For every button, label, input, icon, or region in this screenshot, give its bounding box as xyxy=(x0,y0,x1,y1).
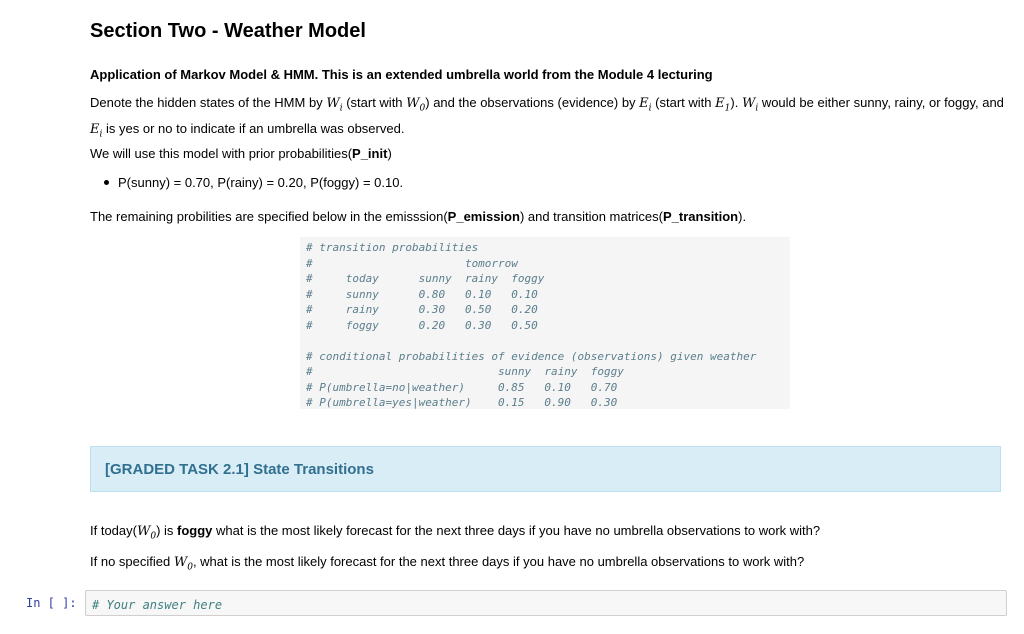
prior-bullet: P(sunny) = 0.70, P(rainy) = 0.20, P(foggy) = 0.10. xyxy=(104,175,403,190)
code-line: # conditional probabilities of evidence (observations) given weather xyxy=(306,349,757,363)
code-line: # P(umbrella=yes|weather) 0.15 0.90 0.30 xyxy=(306,396,618,409)
code-line: # P(umbrella=no|weather) 0.85 0.10 0.70 xyxy=(306,380,618,394)
question-unspecified: If no specified $W_0$, what is the most likely forecast for the next three days if you have no umbrella observations to work with? xyxy=(90,554,805,573)
code-line: # foggy 0.20 0.30 0.50 xyxy=(306,318,538,332)
subtitle: Application of Markov Model & HMM. This is an extended umbrella world from the Module 4 lecturing xyxy=(90,67,713,82)
code-input-cell[interactable] xyxy=(85,590,1007,616)
intro-paragraph: Denote the hidden states of the HMM by $W_i$ (start with $W_0$) and the observations (evidence) by $E_i$ (start with $E_1$). $W_i$ would be either sunny, rainy, or foggy, and $E_i$ is yes or no to indicate if an umbrella was observed. xyxy=(90,95,1004,140)
remaining-paragraph: The remaining probilities are specified below in the emisssion(P_emission) and transition matrices(P_transition). xyxy=(90,209,747,224)
page-title: Section Two - Weather Model xyxy=(90,20,366,42)
code-line xyxy=(306,333,784,349)
cell-prompt: In [ ]: xyxy=(26,596,77,610)
code-line: # sunny rainy foggy xyxy=(306,365,624,378)
code-input-text[interactable]: # Your answer here xyxy=(92,598,223,612)
question-foggy: If $today(W_0)$ is foggy what is the most likely forecast for the next three days if you have no umbrella observations to work with? xyxy=(90,523,821,542)
graded-task-title: [GRADED TASK 2.1] State Transitions xyxy=(105,461,374,478)
bullet-dot xyxy=(104,180,109,185)
code-line: # transition probabilities xyxy=(306,241,479,254)
code-line: # tomorrow xyxy=(306,256,518,270)
probability-code-block xyxy=(300,237,790,409)
code-line: # rainy 0.30 0.50 0.20 xyxy=(306,303,538,316)
code-line: # sunny 0.80 0.10 0.10 xyxy=(306,287,538,301)
prior-paragraph: We will use this model with prior probabilities(P_init) xyxy=(90,146,392,161)
code-line: # today sunny rainy foggy xyxy=(306,272,545,285)
graded-task-banner xyxy=(90,446,1001,492)
